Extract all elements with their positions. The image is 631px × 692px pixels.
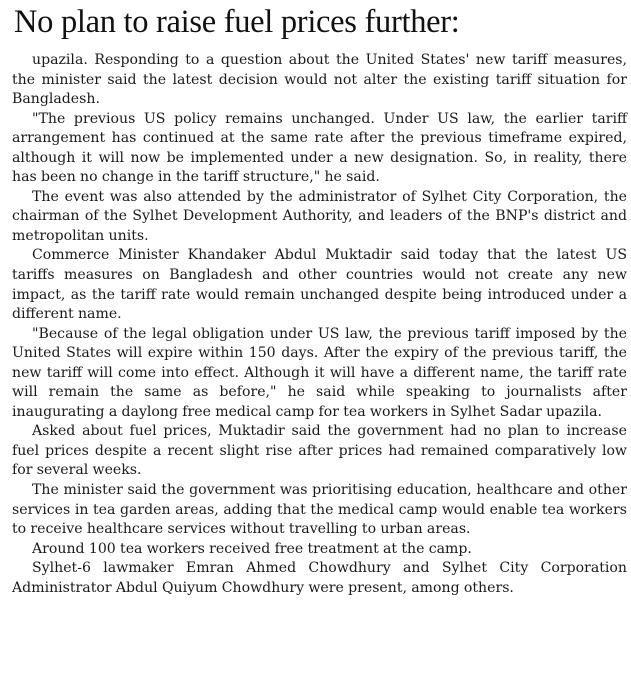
paragraph: upazila. Responding to a question about the United States' new tariff measures, the minister said the latest decision would not alter the existing tariff situation for Bangladesh. (12, 52, 627, 108)
paragraph: Commerce Minister Khandaker Abdul Muktadir said today that the latest US tariffs measures on Bangladesh and other countries would not create any new impact, as the tariff rate would remain unchanged despite being introduced under a different name. (12, 247, 627, 323)
paragraph: "The previous US policy remains unchanged. Under US law, the earlier tariff arrangement has continued at the same rate after the previous timeframe expired, although it will now be implemented under a new designation. So, in reality, there has been no change in the tariff structure," he said. (12, 110, 627, 186)
paragraph: "Because of the legal obligation under US law, the previous tariff imposed by the United States will expire within 150 days. After the expiry of the previous tariff, the new tariff will come into effect. Although it will have a different name, the tariff rate will remain the same as before," he said while speaking to journalists after inaugurating a daylong free medical camp for tea workers in Sylhet Sadar upazila. (12, 325, 627, 420)
paragraph: The event was also attended by the administrator of Sylhet City Corporation, the chairman of the Sylhet Development Authority, and leaders of the BNP's district and metropolitan units. (12, 188, 627, 244)
paragraph: Sylhet-6 lawmaker Emran Ahmed Chowdhury and Sylhet City Corporation Administrator Abdul Quiyum Chowdhury were present, among others. (12, 560, 627, 596)
article-body (12, 51, 627, 598)
paragraph: Around 100 tea workers received free treatment at the camp. (32, 540, 472, 557)
paragraph: The minister said the government was prioritising education, healthcare and other services in tea garden areas, adding that the medical camp would enable tea workers to receive healthcare services without travelling to urban areas. (12, 482, 627, 538)
paragraph: Asked about fuel prices, Muktadir said the government had no plan to increase fuel prices despite a recent slight rise after prices had remained comparatively low for several weeks. (12, 423, 627, 479)
headline: No plan to raise fuel prices further: (14, 4, 460, 40)
